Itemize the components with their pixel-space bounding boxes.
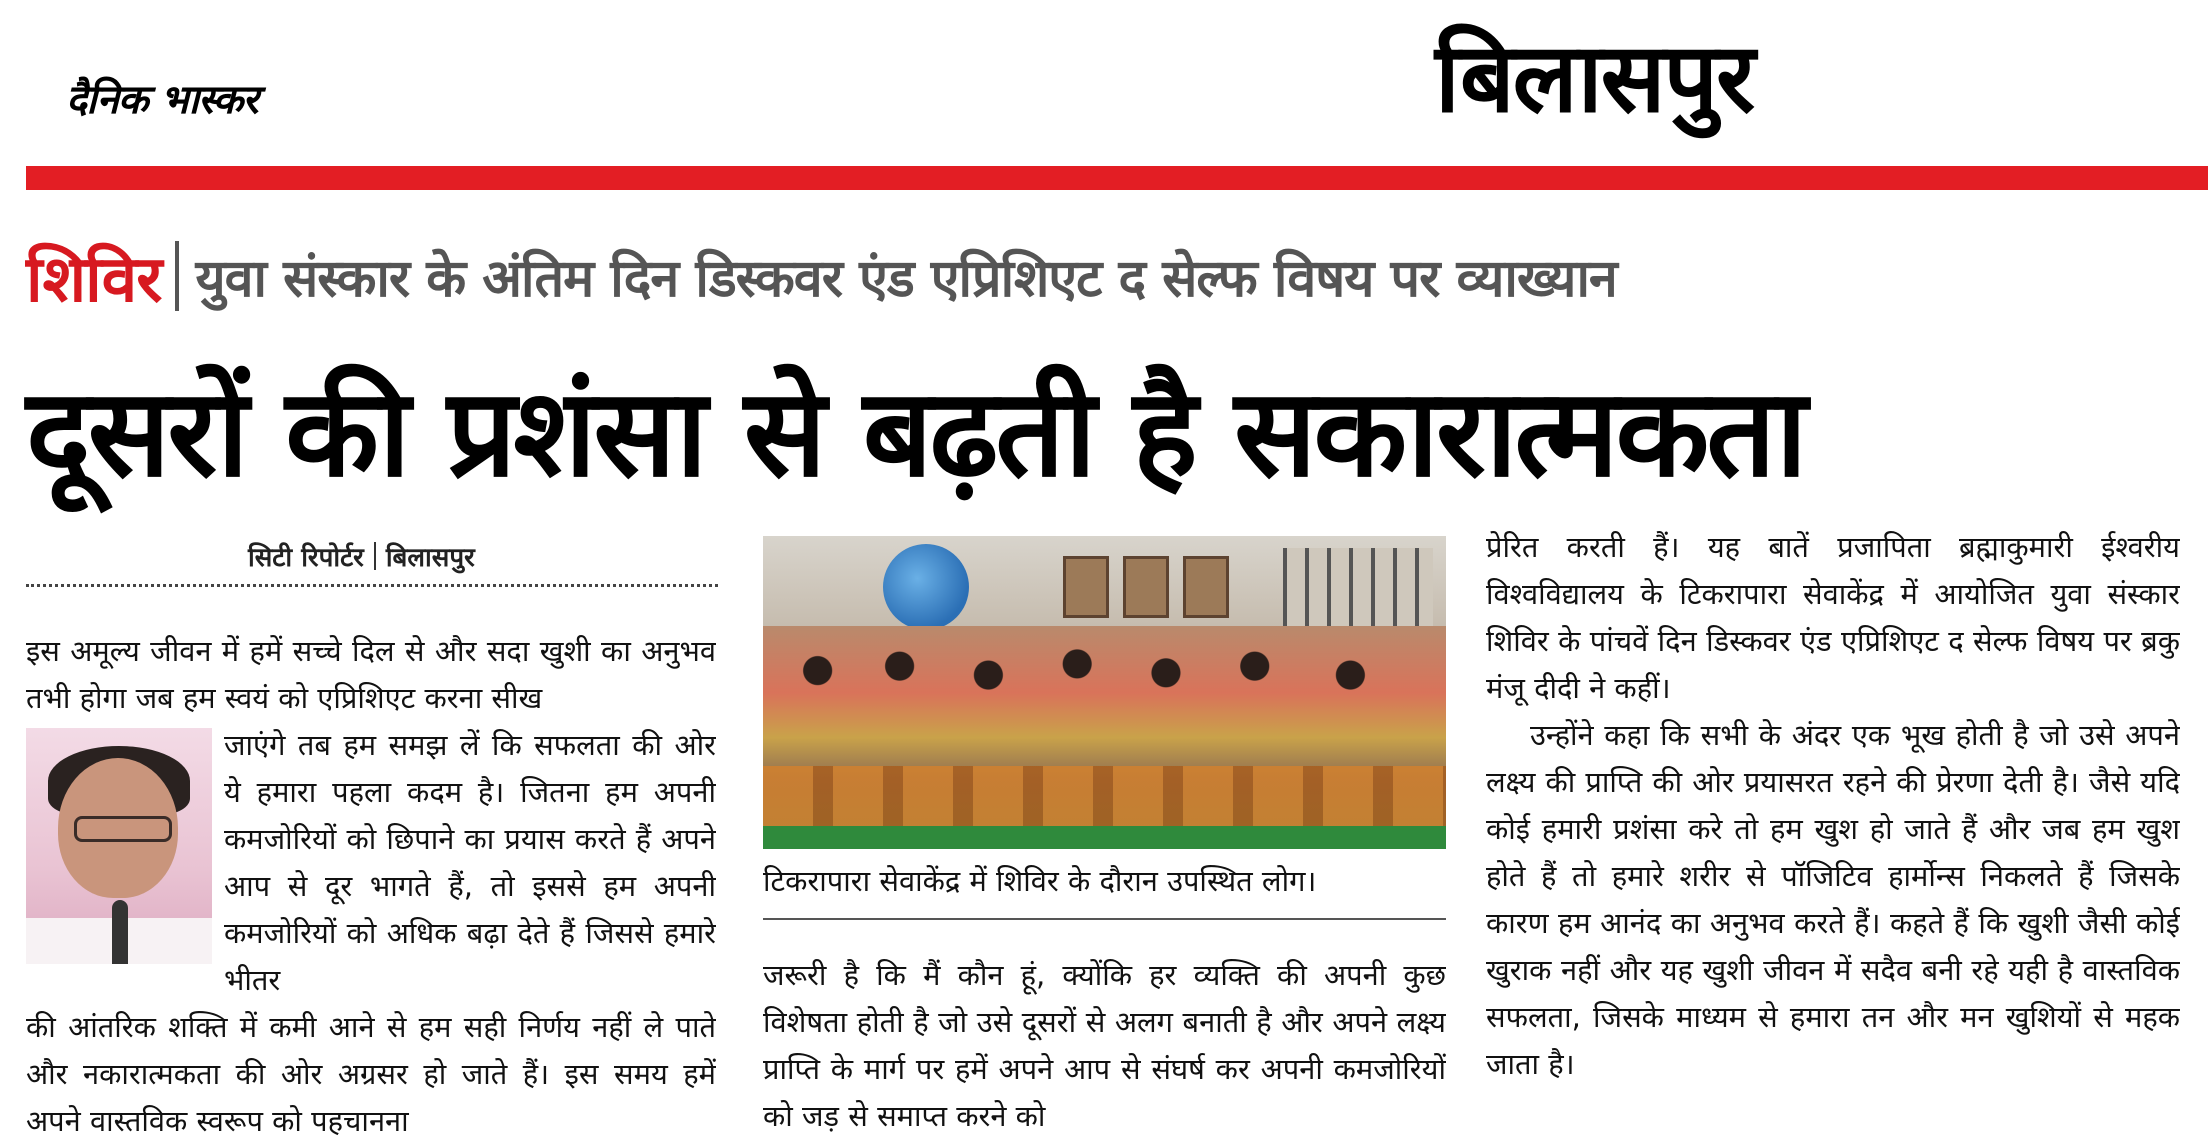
event-photo: [763, 536, 1446, 849]
column1-tail-text: की आंतरिक शक्ति में कमी आने से हम सही निर्णय नहीं ले पाते और नकारात्मकता की ओर अग्रसर हो जाते हैं। इस समय हमें अपने वास्तविक स्वरूप को पहचानना: [26, 1010, 716, 1138]
column1-wrap-text: जाएंगे तब हम समझ लें कि सफलता की ओर ये हमारा पहला कदम है। जितना हम अपनी कमजोरियों को छिपाने का प्रयास करते हैं अपने आप से दूर भागते हैं, तो इससे हम अपनी कमजोरियों को अधिक बढ़ा देते हैं जिससे हमारे भीतर: [224, 728, 716, 997]
wall-frame: [1123, 556, 1169, 618]
column3: [1486, 524, 2180, 1148]
newspaper-brand: दैनिक भास्कर: [66, 77, 258, 123]
globe-poster: [883, 544, 969, 630]
audience-chairs: [763, 766, 1446, 826]
column1-lead-text: इस अमूल्य जीवन में हमें सच्चे दिल से और सदा खुशी का अनुभव तभी होगा जब हम स्वयं को एप्रिशिएट करना सीख: [26, 634, 716, 715]
speaker-photo: [26, 728, 212, 964]
column2-text: जरूरी है कि मैं कौन हूं, क्योंकि हर व्यक्ति की अपनी कुछ विशेषता होती है जो उसे दूसरों से अलग बनाती है और अपने लक्ष्य प्राप्ति के मार्ग पर हमें अपने आप से संघर्ष कर अपनी कमजोरियों को जड़ से समाप्त करने को: [763, 958, 1446, 1133]
speaker-glasses: [74, 816, 172, 842]
kicker-subheading: युवा संस्कार के अंतिम दिन डिस्कवर एंड एप्रिशिएट द सेल्फ विषय पर व्याख्यान: [195, 248, 1617, 309]
photo-caption: टिकरापारा सेवाकेंद्र में शिविर के दौरान उपस्थित लोग।: [763, 864, 1317, 898]
kicker-tag: शिविर: [26, 242, 162, 317]
byline: [248, 538, 475, 574]
column3-paragraph-2: उन्होंने कहा कि सभी के अंदर एक भूख होती है जो उसे अपने लक्ष्य की प्राप्ति की ओर प्रयासरत रहने की प्रेरणा देती है। जैसे यदि कोई हमारी प्रशंसा करे तो हम खुश हो जाते हैं और जब हम खुश होते हैं तो हमारे शरीर से पॉजिटिव हार्मोन्स निकलते हैं जिसके कारण हम आनंद का अनुभव करते हैं। कहते हैं कि खुशी जैसी कोई खुराक नहीं और यह खुशी जीवन में सदैव बनी रहे यही है वास्तविक सफलता, जिसके माध्यम से हमारा तन और मन खुशियों से महक जाता है।: [1486, 718, 2180, 1081]
byline-place: बिलासपुर: [385, 543, 475, 573]
headline: दूसरों की प्रशंसा से बढ़ती है सकारात्मकता: [26, 362, 1805, 504]
byline-separator: [374, 542, 376, 570]
masthead-red-bar: [26, 166, 2208, 190]
microphone-icon: [112, 900, 128, 964]
window-grill: [1283, 548, 1433, 638]
wall-frame: [1063, 556, 1109, 618]
wall-frame: [1183, 556, 1229, 618]
kicker-separator: [175, 241, 179, 311]
edition-city: बिलासपुर: [1435, 22, 1754, 134]
caption-rule: [763, 918, 1446, 920]
kicker: [26, 236, 1617, 316]
green-floor: [763, 826, 1446, 849]
byline-dotted-rule: [26, 584, 718, 587]
byline-reporter: सिटी रिपोर्टर: [248, 543, 364, 573]
column3-paragraph-1: प्रेरित करती हैं। यह बातें प्रजापिता ब्रह्माकुमारी ईश्वरीय विश्वविद्यालय के टिकरापारा सेवाकेंद्र में आयोजित युवा संस्कार शिविर के पांचवें दिन डिस्कवर एंड एप्रिशिएट द सेल्फ विषय पर ब्रकु मंजू दीदी ने कहीं।: [1486, 530, 2180, 705]
